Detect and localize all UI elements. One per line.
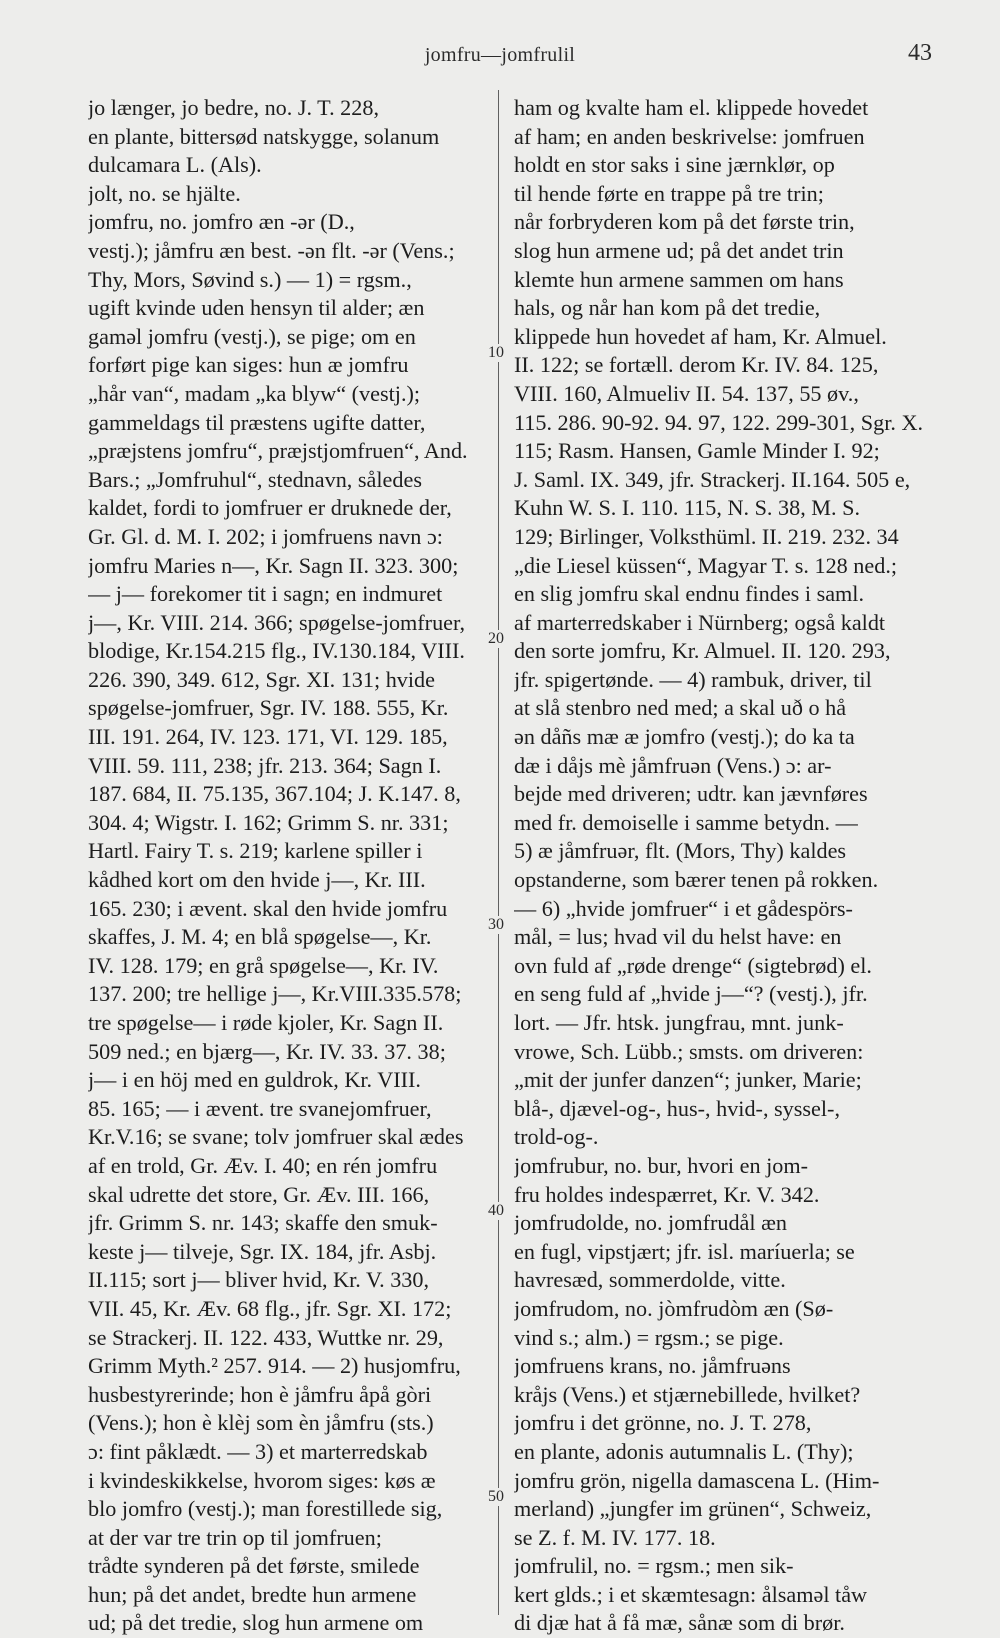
right-column-line: lort. — Jfr. htsk. jungfrau, mnt. junk- [514,1010,844,1035]
right-column-line: jomfrudom, no. jòmfrudòm æn (Sø- [514,1295,834,1321]
left-column-line: (Vens.); hon è klèj som èn jåmfru (sts.) [88,1410,434,1436]
right-column-line: vind s.; alm.) = rgsm.; se pige. [514,1324,784,1350]
left-column-line: jolt, no. se hjälte. [88,180,241,206]
left-column-line: „hår van“, madam „ka blyw“ (vestj.); [88,380,421,406]
left-column-line: husbestyrerinde; hon è jåmfru åpå gòri [88,1381,432,1407]
right-column-line: til hende førte en trappe på tre trin; [514,180,824,206]
right-column-line: blå-, djævel-og-, hus-, hvid-, syssel-, [514,1095,840,1121]
right-column-line: II. 122; se fortæll. derom Kr. IV. 84. 125, [514,352,879,378]
right-column-line: dæ i dåjs mè jåmfruən (Vens.) ɔ: ar- [514,752,832,778]
right-column-line: jfr. spigertønde. — 4) rambuk, driver, til [514,666,872,692]
right-column-line: med fr. demoiselle i samme betydn. — [514,809,858,835]
right-column-line: havresæd, sommerdolde, vitte. [514,1267,786,1293]
right-column-line: holdt en stor saks i sine jærnklør, op [514,152,835,178]
left-column-line: kaldet, fordi to jomfruer er druknede der, [88,495,452,521]
left-column-line: VII. 45, Kr. Æv. 68 flg., jfr. Sgr. XI. 172; [88,1295,452,1321]
left-column-line: Kr.V.16; se svane; tolv jomfruer skal ædes [88,1124,464,1150]
left-column-line: Thy, Mors, Søvind s.) — 1) = rgsm., [88,266,412,292]
left-column-line: j— i en höj med en guldrok, Kr. VIII. [88,1067,421,1093]
right-text-column [514,94,940,1638]
right-column-line: en seng fuld af „hvide j—“? (vestj.), jfr. [514,981,868,1007]
line-number: 40 [488,1202,504,1219]
right-column-line: hals, og når han kom på det tredie, [514,295,821,321]
left-column-line: — j— forekomer tit i sagn; en indmuret [88,581,443,607]
left-column-line: blo jomfro (vestj.); man forestillede sig, [88,1496,443,1522]
left-column-line: VIII. 59. 111, 238; jfr. 213. 364; Sagn I. [88,752,442,778]
right-column-line: merland) „jungfer im grünen“, Schweiz, [514,1496,872,1522]
left-column-line: at der var tre trin op til jomfruen; [88,1524,382,1550]
left-column-line: skal udrette det store, Gr. Æv. III. 166, [88,1181,430,1207]
column-divider [498,90,499,1615]
left-column-line: 226. 390, 349. 612, Sgr. XI. 131; hvide [88,666,435,692]
left-column-line: ugift kvinde uden hensyn til alder; æn [88,295,425,321]
left-column-line: „præjstens jomfru“, præjstjomfruen“, And. [88,438,468,464]
left-column-line: 509 ned.; en bjærg—, Kr. IV. 33. 37. 38; [88,1038,446,1064]
left-column-line: jomfru, no. jomfro æn -ər (D., [88,209,355,235]
right-column-line: „mit der junfer danzen“; junker, Marie; [514,1067,862,1093]
right-column-line: kråjs (Vens.) et stjærnebillede, hvilket? [514,1381,861,1407]
left-column-line: se Strackerj. II. 122. 433, Wuttke nr. 29, [88,1324,444,1350]
left-column-line: II.115; sort j— bliver hvid, Kr. V. 330, [88,1267,430,1293]
left-column-line: en plante, bittersød natskygge, solanum [88,123,440,149]
left-column-line: IV. 128. 179; en grå spøgelse—, Kr. IV. [88,952,439,978]
right-column-line: en plante, adonis autumnalis L. (Thy); [514,1438,854,1464]
left-column-line: 304. 4; Wigstr. I. 162; Grimm S. nr. 331; [88,809,449,835]
right-column-line: J. Saml. IX. 349, jfr. Strackerj. II.164. 505 e, [514,466,911,492]
left-column-line: gammeldags til præstens ugifte datter, [88,409,426,435]
right-column-line: ən dåñs mæ æ jomfro (vestj.); do ka ta [514,724,855,750]
left-column-line: skaffes, J. M. 4; en blå spøgelse—, Kr. [88,924,432,950]
page-number: 43 [908,40,932,66]
left-column-line: vestj.); jåmfru æn best. -ən flt. -ər (Vens.; [88,237,455,263]
right-column-line: jomfru grön, nigella damascena L. (Him- [514,1467,880,1493]
right-column-line: af marterredskaber i Nürnberg; også kaldt [514,609,886,635]
left-column-line: jo længer, jo bedre, no. J. T. 228, [88,95,380,120]
line-number: 20 [488,630,504,647]
right-column-line: bejde med driveren; udtr. kan jævnføres [514,781,868,807]
right-column-line: — 6) „hvide jomfruer“ i et gådespörs- [514,895,853,921]
right-column-line: den sorte jomfru, Kr. Almuel. II. 120. 293, [514,638,891,664]
right-column-line: se Z. f. M. IV. 177. 18. [514,1524,716,1550]
left-column-line: Gr. Gl. d. M. I. 202; i jomfruens navn ɔ: [88,523,443,549]
right-column-line: Kuhn W. S. I. 110. 115, N. S. 38, M. S. [514,495,861,521]
right-column-line: ovn fuld af „røde drenge“ (sigtebrød) el. [514,952,872,978]
right-column-line: af ham; en anden beskrivelse: jomfruen [514,123,865,149]
left-column-line: ɔ: fint påklædt. — 3) et marterredskab [88,1438,428,1464]
right-column-line: 5) æ jåmfruər, flt. (Mors, Thy) kaldes [514,838,847,864]
left-column-line: i kvindeskikkelse, hvorom siges: køs æ [88,1467,436,1493]
left-column-line: blodige, Kr.154.215 flg., IV.130.184, VIII. [88,638,465,664]
left-column-line: Hartl. Fairy T. s. 219; karlene spiller i [88,838,423,864]
left-column-line: gaməl jomfru (vestj.), se pige; om en [88,323,416,349]
left-column-line: keste j— tilveje, Sgr. IX. 184, jfr. Asbj. [88,1238,437,1264]
right-column-line: klippede hun hovedet af ham, Kr. Almuel. [514,323,887,349]
left-column-line: 137. 200; tre hellige j—, Kr.VIII.335.578; [88,981,462,1007]
right-column-line: jomfruens krans, no. jåmfruəns [514,1353,791,1379]
left-column-line: Bars.; „Jomfruhul“, stednavn, således [88,466,422,492]
right-column-line: VIII. 160, Almueliv II. 54. 137, 55 øv., [514,380,859,406]
right-column-line: jomfrulil, no. = rgsm.; men sik- [514,1553,794,1579]
right-column-line: kert glds.; i et skæmtesagn: ålsaməl tåw [514,1581,868,1607]
left-column-line: 187. 684, II. 75.135, 367.104; J. K.147. 8, [88,781,461,807]
right-column-line: at slå stenbro ned med; a skal uð o hå [514,695,847,721]
right-column-line: „die Liesel küssen“, Magyar T. s. 128 ned.; [514,552,898,578]
left-column-line: 165. 230; i ævent. skal den hvide jomfru [88,895,448,921]
right-column-line: 115; Rasm. Hansen, Gamle Minder I. 92; [514,438,880,464]
left-column-line: kådhed kort om den hvide j—, Kr. III. [88,867,426,893]
left-column-line: dulcamara L. (Als). [88,152,262,178]
left-column-line: spøgelse-jomfruer, Sgr. IV. 188. 555, Kr. [88,695,449,721]
left-column-line: hun; på det andet, bredte hun armene [88,1581,417,1607]
left-column-line: jfr. Grimm S. nr. 143; skaffe den smuk- [88,1210,438,1236]
right-column-line: klemte hun armene sammen om hans [514,266,844,292]
right-column-line: opstanderne, som bærer tenen på rokken. [514,867,879,893]
page-title: jomfru—jomfrulil [424,44,576,66]
left-column-line: ud; på det tredie, slog hun armene om [88,1610,424,1636]
right-column-line: 115. 286. 90-92. 94. 97, 122. 299-301, Sgr. X. [514,409,924,435]
right-column-line: ham og kvalte ham el. klippede hovedet [514,95,869,120]
right-column-line: fru holdes indespærret, Kr. V. 342. [514,1181,820,1207]
right-column-line: mål, = lus; hvad vil du helst have: en [514,924,842,950]
left-column-line: III. 191. 264, IV. 123. 171, VI. 129. 185, [88,724,448,750]
left-column-line: Grimm Myth.² 257. 914. — 2) husjomfru, [88,1353,461,1379]
right-column-line: når forbryderen kom på det første trin, [514,209,855,235]
right-column-line: jomfrudolde, no. jomfrudål æn [514,1210,787,1236]
left-column-line: jomfru Maries n—, Kr. Sagn II. 323. 300; [88,552,459,578]
left-text-column [88,94,488,1638]
left-column-line: forført pige kan siges: hun æ jomfru [88,352,409,378]
left-column-line: j—, Kr. VIII. 214. 366; spøgelse-jomfruer, [88,609,466,635]
right-column-line: di djæ hat å få mæ, sånæ som di brør. [514,1610,845,1636]
left-column-line: 85. 165; — i ævent. tre svanejomfruer, [88,1095,432,1121]
line-number: 50 [488,1488,504,1505]
left-column-line: af en trold, Gr. Æv. I. 40; en rén jomfru [88,1152,438,1178]
line-number: 30 [488,916,504,933]
left-column-line: trådte synderen på det første, smilede [88,1553,420,1579]
right-column-line: jomfrubur, no. bur, hvori en jom- [514,1152,809,1178]
right-column-line: 129; Birlinger, Volksthüml. II. 219. 232. 34 [514,523,899,549]
left-column-line: tre spøgelse— i røde kjoler, Kr. Sagn II. [88,1010,444,1035]
right-column-line: jomfru i det grönne, no. J. T. 278, [514,1410,812,1436]
right-column-line: vrowe, Sch. Lübb.; smsts. om driveren: [514,1038,864,1064]
right-column-line: trold-og-. [514,1124,599,1150]
line-number: 10 [488,344,504,361]
right-column-line: en fugl, vipstjært; jfr. isl. maríuerla; se [514,1238,855,1264]
right-column-line: en slig jomfru skal endnu findes i saml. [514,581,865,607]
right-column-line: slog hun armene ud; på det andet trin [514,237,844,263]
